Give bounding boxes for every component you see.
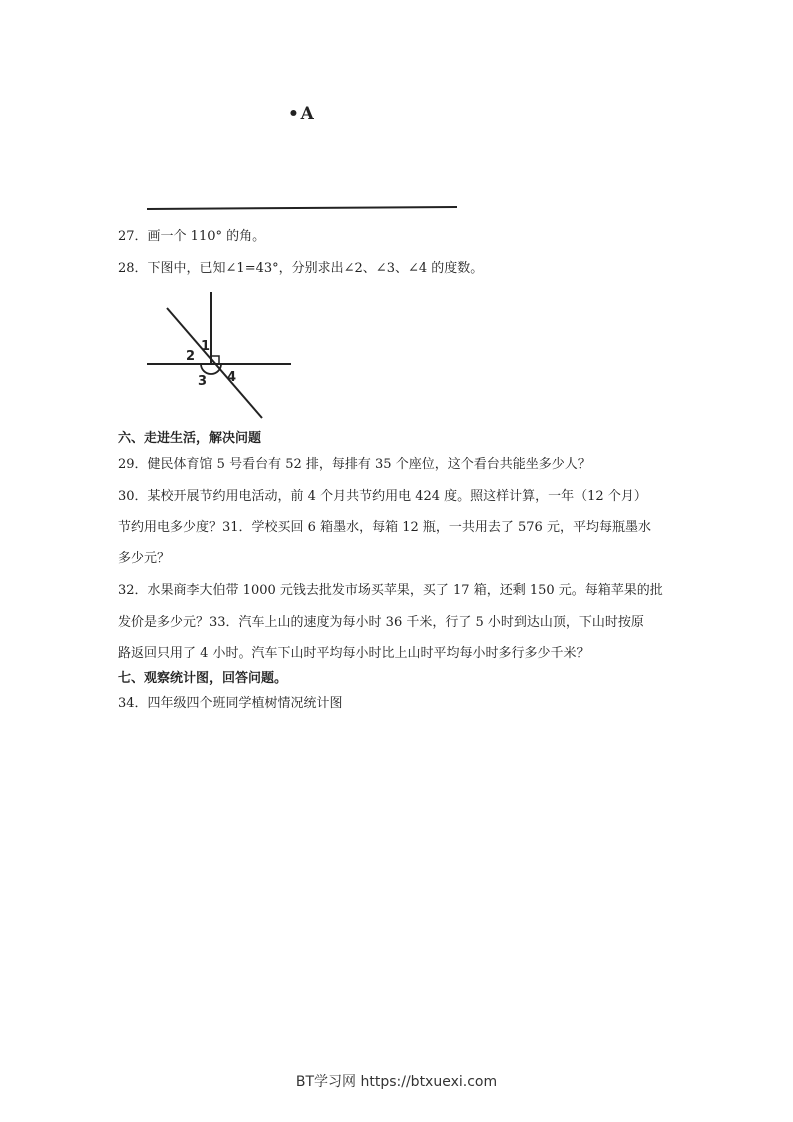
straight-line [147,206,459,212]
question-32-line-3: 路返回只用了 4 小时。汽车下山时平均每小时比上山时平均每小时多行多少千米？ [118,646,590,661]
angle-label-3: 3 [198,374,208,389]
angle-label-4: 4 [227,370,237,385]
question-27: 27．画一个 110° 的角。 [118,229,266,244]
question-32-line-1: 32．水果商李大伯带 1000 元钱去批发市场买苹果，买了 17 箱，还剩 150 元。每箱苹果的批 [118,583,663,598]
question-32-line-2: 发价是多少元？33．汽车上山的速度为每小时 36 千米，行了 5 小时到达山顶，下山时按原 [118,615,644,630]
section-6-heading: 六、走进生活，解决问题 [118,431,262,446]
footer-watermark: BT学习网 https://btxuexi.com [295,1074,498,1090]
question-34: 34．四年级四个班同学植树情况统计图 [118,696,343,711]
angle-label-1: 1 [201,339,211,354]
angle-label-2: 2 [186,349,196,364]
question-29: 29．健民体育馆 5 号看台有 52 排，每排有 35 个座位，这个看台共能坐多少人？ [118,457,591,472]
angle-diagram [145,292,295,420]
question-28: 28．下图中，已知∠1=43°，分别求出∠2、∠3、∠4 的度数。 [118,261,484,276]
point-a: • A [288,104,314,124]
question-30-line-2: 节约用电多少度？31．学校买回 6 箱墨水，每箱 12 瓶，一共用去了 576 元，平均每瓶墨水 [118,520,651,535]
section-7-heading: 七、观察统计图，回答问题。 [118,671,288,686]
question-30-line-3: 多少元？ [118,551,171,566]
question-30-line-1: 30．某校开展节约用电活动，前 4 个月共节约用电 424 度。照这样计算，一年（12 个月） [118,489,647,504]
point-a-label: A [300,104,314,124]
angle-arc [201,364,221,374]
